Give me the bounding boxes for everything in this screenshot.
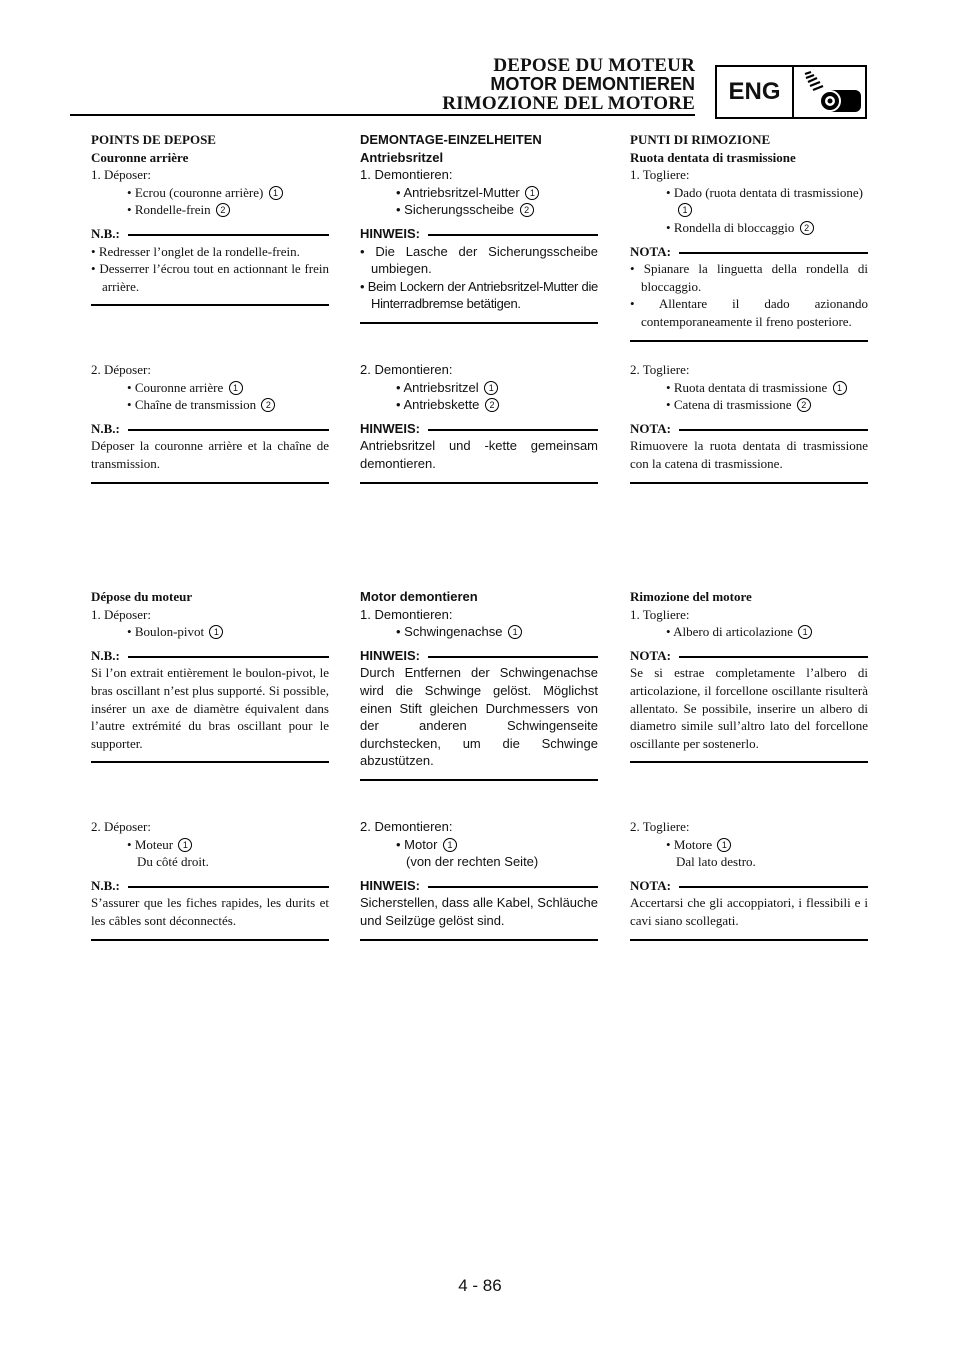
step-label: 2. Togliere: xyxy=(630,819,690,834)
section-heading: DEMONTAGE-EINZELHEITEN xyxy=(360,132,542,147)
note-end-rule xyxy=(360,482,598,484)
section-subheading: Ruota dentata di trasmissione xyxy=(630,149,796,165)
note-text: Si l’on extrait entièrement le boulon-pivot, le bras oscillant n’est plus supporté. Si possible, insérer un axe de diamètre équivalent dans l’autre extrémité du bras oscillant pour le supporter. xyxy=(91,665,329,751)
note-bullet: • Desserrer l’écrou tout en actionnant le frein arrière. xyxy=(91,261,329,294)
section-heading: Rimozione del motore xyxy=(630,589,752,604)
section-badge xyxy=(715,65,867,119)
note-end-rule xyxy=(360,779,598,781)
note-header: N.B.: xyxy=(91,647,329,665)
list-item-note: Dal lato destro. xyxy=(676,854,756,870)
list-item: • Motore 1 xyxy=(630,836,868,854)
note-end-rule xyxy=(91,304,329,306)
note-end-rule xyxy=(91,761,329,763)
page-header-titles xyxy=(442,56,695,113)
note-bullet: • Beim Lockern der Antriebsritzel-Mutter die Hinterradbremse betätigen. xyxy=(360,278,598,312)
de-section-3 xyxy=(360,588,598,781)
note-end-rule xyxy=(91,482,329,484)
list-item: • Antriebsritzel-Mutter 1 xyxy=(360,184,598,202)
de-section-4 xyxy=(360,818,598,941)
it-section-4 xyxy=(630,818,868,941)
note-header: NOTA: xyxy=(630,243,868,261)
list-item-note: Du côté droit. xyxy=(137,854,209,870)
note-header: HINWEIS: xyxy=(360,420,598,438)
list-item: • Sicherungsscheibe 2 xyxy=(360,201,598,219)
note-header: HINWEIS: xyxy=(360,225,598,243)
list-item: • Boulon-pivot 1 xyxy=(91,623,329,641)
note-text: S’assurer que les fiches rapides, les durits et les câbles sont déconnectés. xyxy=(91,895,329,928)
step-label: 1. Demontieren: xyxy=(360,606,453,622)
it-section-2 xyxy=(630,361,868,484)
section-subheading: Couronne arrière xyxy=(91,149,189,165)
note-text: Durch Entfernen der Schwingenachse wird die Schwinge gelöst. Möglichst einen Stift gleichen Durchmessers von der anderen Schwingenseite durchstecken, um die Schwinge abzustützen. xyxy=(360,665,598,769)
step-label: 2. Togliere: xyxy=(630,362,690,377)
list-item: • Albero di articolazione 1 xyxy=(630,623,868,641)
header-rule xyxy=(70,114,695,116)
step-label: 1. Déposer: xyxy=(91,167,151,183)
list-item: • Catena di trasmissione 2 xyxy=(630,396,868,414)
fr-section-2 xyxy=(91,361,329,484)
step-label: 2. Demontieren: xyxy=(360,362,453,377)
list-item: • Couronne arrière 1 xyxy=(91,379,329,397)
fr-section-4 xyxy=(91,818,329,941)
note-text: Antriebsritzel und -kette gemeinsam demontieren. xyxy=(360,438,598,471)
list-item: • Dado (ruota dentata di trasmissione) 1 xyxy=(666,184,863,216)
note-bullet: • Die Lasche der Sicherungsscheibe umbiegen. xyxy=(360,243,598,277)
note-end-rule xyxy=(91,939,329,941)
section-heading: Motor demontieren xyxy=(360,589,478,604)
it-section-3 xyxy=(630,588,868,763)
title-it: RIMOZIONE DEL MOTORE xyxy=(442,93,695,114)
note-end-rule xyxy=(630,761,868,763)
step-label: 2. Déposer: xyxy=(91,362,151,377)
list-item: • Schwingenachse 1 xyxy=(360,623,598,641)
list-item: • Antriebskette 2 xyxy=(360,396,598,414)
note-end-rule xyxy=(360,939,598,941)
step-label: 1. Togliere: xyxy=(630,606,690,622)
title-fr: DEPOSE DU MOTEUR xyxy=(493,55,695,76)
note-header: N.B.: xyxy=(91,225,329,243)
de-section-1 xyxy=(360,131,598,324)
note-header: NOTA: xyxy=(630,420,868,438)
note-text: Sicherstellen, dass alle Kabel, Schläuche und Seilzüge gelöst sind. xyxy=(360,895,598,928)
note-bullet: • Redresser l’onglet de la rondelle-frein. xyxy=(91,243,300,259)
note-text: Rimuovere la ruota dentata di trasmissione con la catena di trasmissione. xyxy=(630,438,868,471)
note-header: NOTA: xyxy=(630,647,868,665)
list-item: • Rondelle-frein 2 xyxy=(91,201,329,219)
step-label: 1. Demontieren: xyxy=(360,167,453,183)
note-header: N.B.: xyxy=(91,420,329,438)
section-heading: PUNTI DI RIMOZIONE xyxy=(630,132,771,147)
title-de: MOTOR DEMONTIEREN xyxy=(490,74,695,94)
note-text: Accertarsi che gli accoppiatori, i flessibili e i cavi siano scollegati. xyxy=(630,895,868,928)
note-header: HINWEIS: xyxy=(360,877,598,895)
note-end-rule xyxy=(360,322,598,324)
note-bullet: • Spianare la linguetta della rondella di bloccaggio. xyxy=(630,261,868,294)
section-subheading: Antriebsritzel xyxy=(360,149,444,165)
note-header: HINWEIS: xyxy=(360,647,598,665)
note-header: N.B.: xyxy=(91,877,329,895)
it-section-1 xyxy=(630,131,868,342)
note-bullet: • Allentare il dado azionando contemporaneamente il freno posteriore. xyxy=(630,296,868,329)
list-item: • Moteur 1 xyxy=(91,836,329,854)
list-item-note: (von der rechten Seite) xyxy=(406,854,539,870)
step-label: 2. Demontieren: xyxy=(360,819,453,834)
list-item: • Ecrou (couronne arrière) 1 xyxy=(91,184,329,202)
note-header: NOTA: xyxy=(630,877,868,895)
badge-label: ENG xyxy=(717,67,794,117)
note-text: Déposer la couronne arrière et la chaîne de transmission. xyxy=(91,438,329,471)
step-label: 1. Déposer: xyxy=(91,606,151,622)
note-text: Se si estrae completamente l’albero di articolazione, il forcellone oscillante risulterà allentato. Se possibile, inserire un albero di diametro simile sull’altro lato del forcellone oscillante per sostenerlo. xyxy=(630,665,868,751)
page-number: 4 - 86 xyxy=(458,1276,502,1295)
section-heading: POINTS DE DEPOSE xyxy=(91,132,216,147)
section-heading: Dépose du moteur xyxy=(91,589,193,604)
note-end-rule xyxy=(630,939,868,941)
de-section-2 xyxy=(360,361,598,484)
fr-section-3 xyxy=(91,588,329,763)
fr-section-1 xyxy=(91,131,329,306)
list-item: • Chaîne de transmission 2 xyxy=(91,396,329,414)
step-label: 1. Togliere: xyxy=(630,167,690,183)
engine-wrench-icon xyxy=(794,67,865,117)
note-end-rule xyxy=(630,340,868,342)
list-item: • Ruota dentata di trasmissione 1 xyxy=(630,379,868,397)
list-item: • Motor 1 xyxy=(360,836,598,854)
note-end-rule xyxy=(630,482,868,484)
list-item: • Rondella di bloccaggio 2 xyxy=(630,219,868,237)
step-label: 2. Déposer: xyxy=(91,819,151,834)
list-item: • Antriebsritzel 1 xyxy=(360,379,598,397)
